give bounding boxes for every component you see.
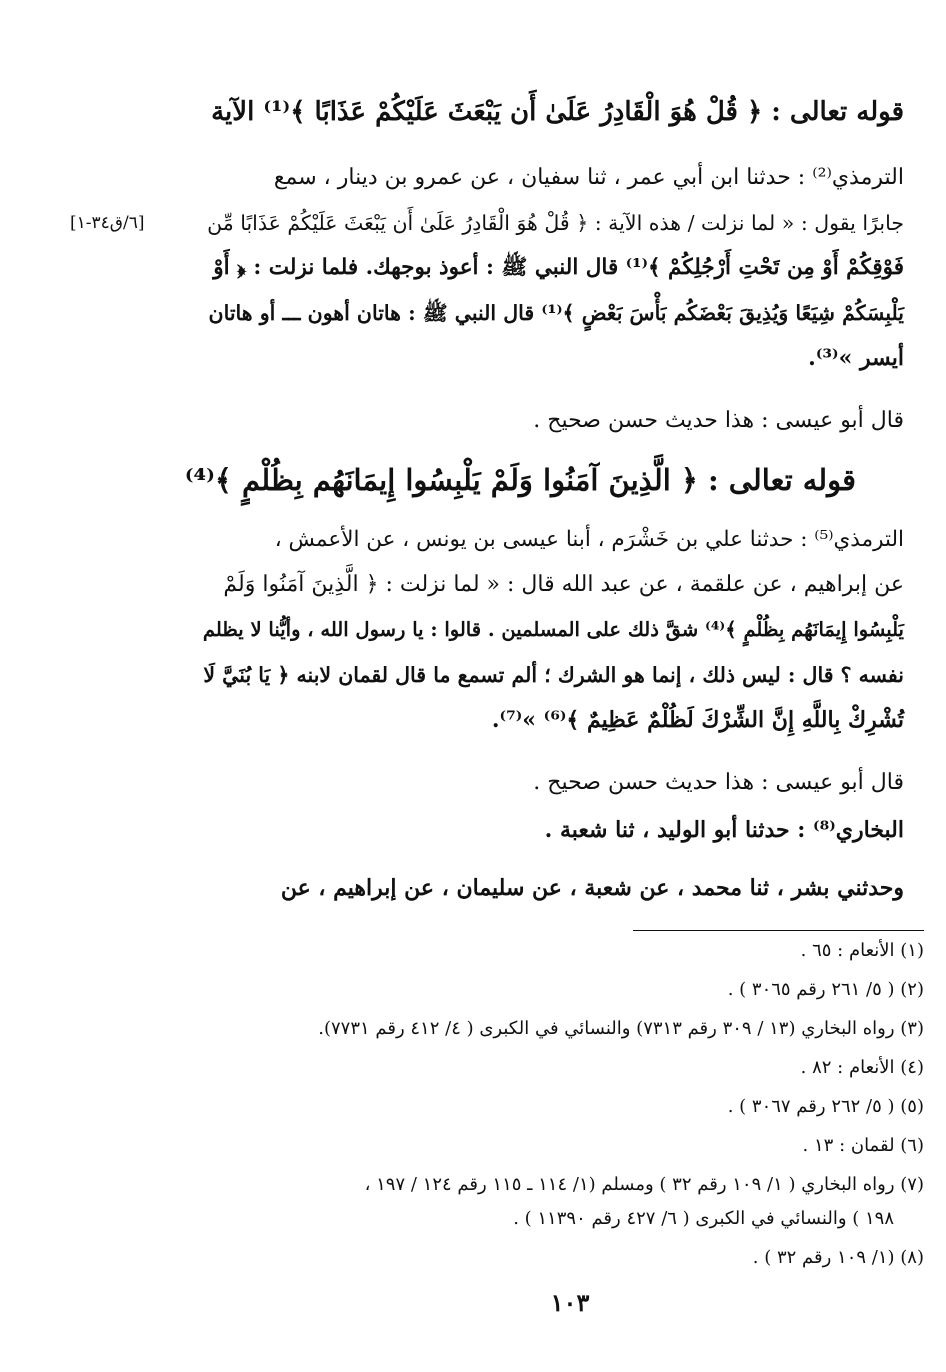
paragraph-2-line-5: تُشْرِكْ بِاللَّهِ إِنَّ الشِّرْكَ لَظُلْمٌ عَظِيمٌ ﴾⁽⁶⁾ »⁽⁷⁾. <box>491 707 904 733</box>
paragraph-1-line-3: فَوْقِكُمْ أَوْ مِن تَحْتِ أَرْجُلِكُمْ ﴾⁽¹⁾ قال النبي ﷺ : أعوذ بوجهك. فلما نزلت : ﴿ أَوْ <box>213 255 904 280</box>
paragraph-1-line-2: جابرًا يقول : « لما نزلت / هذه الآية : ﴿ قُلْ هُوَ الْقَادِرُ عَلَىٰ أَن يَبْعَثَ عَلَيْكُمْ عَذَابًا مِّن <box>207 211 904 235</box>
footnote-2: (٢) ( ٥/ ٢٦١ رقم ٣٠٦٥ ) . <box>727 979 924 1000</box>
paragraph-1-line-4: يَلْبِسَكُمْ شِيَعًا وَيُذِيقَ بَعْضَكُم بَأْسَ بَعْضٍ ﴾⁽¹⁾ قال النبي ﷺ : هاتان أهون ـــ أو هاتان <box>208 301 904 325</box>
paragraph-2-line-2: عن إبراهيم ، عن علقمة ، عن عبد الله قال : « لما نزلت : ﴿ الَّذِينَ آمَنُوا وَلَمْ <box>223 572 904 597</box>
paragraph-2-line-3: يَلْبِسُوا إِيمَانَهُم بِظُلْمٍ ﴾⁽⁴⁾ شقَّ ذلك على المسلمين . قالوا : يا رسول الله ، وأيُّنا لا يظلم <box>202 618 904 641</box>
footnote-separator <box>633 930 924 931</box>
paragraph-3-line-1: وحدثني بشر ، ثنا محمد ، عن شعبة ، عن سليمان ، عن إبراهيم ، عن <box>280 875 904 901</box>
page-number: ١٠٣ <box>550 1288 590 1317</box>
paragraph-2-line-1: الترمذي⁽⁵⁾ : حدثنا علي بن خَشْرَم ، أبنا عيسى بن يونس ، عن الأعمش ، <box>274 527 904 552</box>
paragraph-1-line-1: الترمذي⁽²⁾ : حدثنا ابن أبي عمر ، ثنا سفيان ، عن عمرو بن دينار ، سمع <box>273 165 904 190</box>
footnote-6: (٦) لقمان : ١٣ . <box>802 1135 924 1156</box>
section-heading-2: قوله تعالى : ﴿ الَّذِينَ آمَنُوا وَلَمْ يَلْبِسُوا إِيمَانَهُم بِظُلْمٍ ﴾⁽⁴⁾ <box>184 463 856 497</box>
footnote-4: (٤) الأنعام : ٨٢ . <box>800 1057 924 1078</box>
paragraph-2-line-4: نفسه ؟ قال : ليس ذلك ، إنما هو الشرك ؛ ألم تسمع ما قال لقمان لابنه ﴿ يَا بُنَيَّ لَا <box>203 663 904 687</box>
footnote-3: (٣) رواه البخاري (١٣ / ٣٠٩ رقم ٧٣١٣) والنسائي في الكبرى ( ٤/ ٤١٢ رقم ٧٧٣١). <box>318 1018 924 1039</box>
grading-statement-2: قال أبو عيسى : هذا حديث حسن صحيح . <box>533 770 904 795</box>
manuscript-folio-reference: [٦/ق٣٤-١] <box>70 213 145 233</box>
paragraph-1-line-5: أيسر »⁽³⁾. <box>808 345 904 371</box>
section-heading-1: قوله تعالى : ﴿ قُلْ هُوَ الْقَادِرُ عَلَىٰ أَن يَبْعَثَ عَلَيْكُمْ عَذَابًا ﴾⁽¹⁾ الآية <box>211 97 904 127</box>
footnote-1: (١) الأنعام : ٦٥ . <box>800 940 924 961</box>
footnote-8: (٨) (١/ ١٠٩ رقم ٣٢ ) . <box>752 1247 924 1268</box>
footnote-5: (٥) ( ٥/ ٢٦٢ رقم ٣٠٦٧ ) . <box>727 1096 924 1117</box>
footnote-7-continuation: ١٩٨ ) والنسائي في الكبرى ( ٦/ ٤٢٧ رقم ١١٣٩٠ ) . <box>513 1208 894 1229</box>
footnote-7: (٧) رواه البخاري ( ١/ ١٠٩ رقم ٣٢ ) ومسلم (١/ ١١٤ ـ ١١٥ رقم ١٢٤ / ١٩٧ ، <box>364 1174 924 1195</box>
grading-statement-1: قال أبو عيسى : هذا حديث حسن صحيح . <box>533 408 904 433</box>
bukhari-chain-line: البخاري⁽⁸⁾ : حدثنا أبو الوليد ، ثنا شعبة . <box>544 817 904 843</box>
